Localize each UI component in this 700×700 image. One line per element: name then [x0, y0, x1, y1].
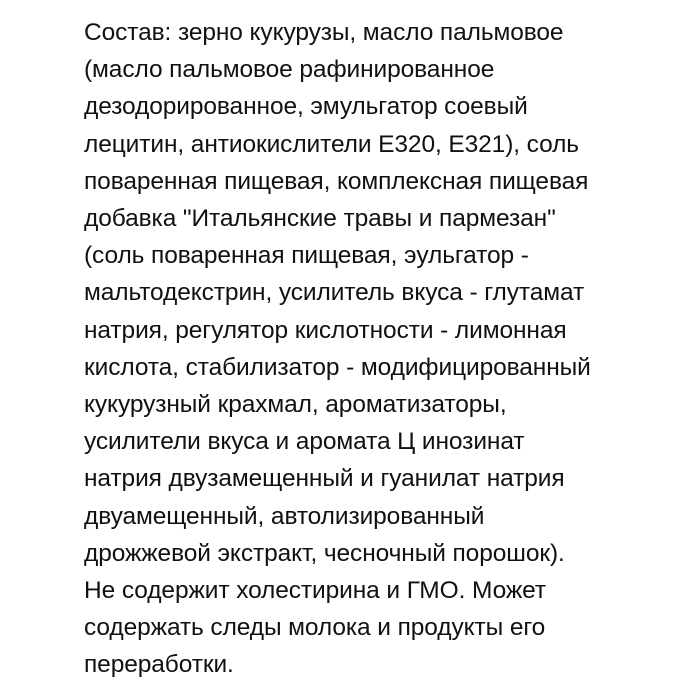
- text-line: натрия двузамещенный и гуанилат натрия: [84, 465, 565, 493]
- ingredients-text: [84, 14, 684, 684]
- text-line: кукурузный крахмал, ароматизаторы,: [84, 391, 507, 419]
- text-line: Состав: зерно кукурузы, масло пальмовое: [84, 19, 564, 46]
- text-line: усилители вкуса и аромата Ц инозинат: [84, 428, 525, 456]
- text-line: поваренная пищевая, комплексная пищевая: [84, 167, 589, 195]
- text-line: (соль поваренная пищевая, эульгатор -: [84, 242, 529, 270]
- text-line: кислота, стабилизатор - модифицированный: [84, 353, 591, 381]
- text-line: Не содержит холестирина и ГМО. Может: [84, 577, 546, 605]
- text-line: натрия, регулятор кислотности - лимонная: [84, 316, 567, 344]
- text-line: переработки.: [84, 651, 234, 679]
- text-line: дрожжевой экстракт, чесночный порошок).: [84, 539, 565, 567]
- text-line: двуамещенный, автолизированный: [84, 502, 485, 530]
- text-line: мальтодекстрин, усилитель вкуса - глутамат: [84, 279, 585, 307]
- text-line: дезодорированное, эмульгатор соевый: [84, 93, 528, 121]
- text-line: (масло пальмовое рафинированное: [84, 56, 495, 84]
- text-line: лецитин, антиокислители Е320, Е321), соль: [84, 130, 579, 158]
- text-line: добавка "Итальянские травы и пармезан": [84, 205, 556, 233]
- text-line: содержать следы молока и продукты его: [84, 614, 546, 642]
